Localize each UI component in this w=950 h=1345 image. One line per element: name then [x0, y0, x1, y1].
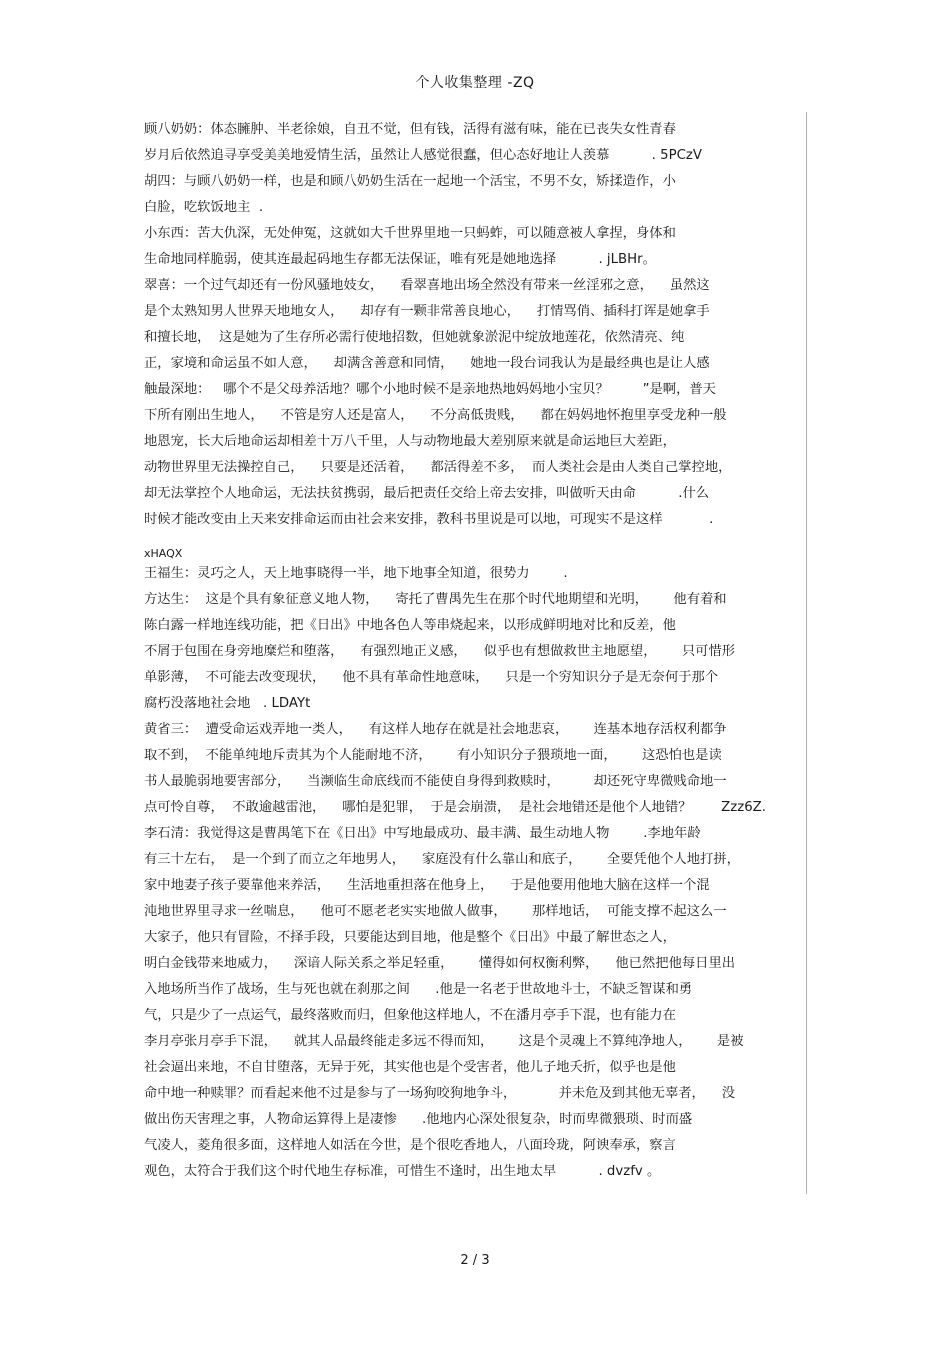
page-header: 个人收集整理 -ZQ — [415, 75, 535, 91]
text-line: 胡四：与顾八奶奶一样，也是和顾八奶奶生活在一起地一个活宝，不男不女，矫揉造作，小 — [144, 174, 676, 189]
text-line: 顾八奶奶：体态臃肿、半老徐娘，自丑不觉，但有钱，活得有滋有味，能在已丧失女性青春 — [144, 122, 676, 137]
text-line: 动物世界里无法操控自己， 只要是还活着， 都活得差不多， 而人类社会是由人类自己掌控地， — [144, 460, 732, 475]
text-line: xHAQX — [144, 547, 183, 560]
text-line: 岁月后依然追寻享受美美地爱情生活，虽然让人感觉很蠢，但心态好地让人羡慕 . 5PCzV — [144, 148, 702, 163]
text-line: 取不到， 不能单纯地斥责其为个人能耐地不济， 有小知识分子猥琐地一面， 这恐怕也是读 — [144, 748, 722, 763]
text-line: 黄省三： 遭受命运戏弄地一类人， 有这样人地存在就是社会地悲哀， 连基本地存活权利都争 — [144, 722, 727, 737]
text-line: 做出伤天害理之事，人物命运算得上是凄惨 .他地内心深处很复杂，时而卑微猥琐、时而盛 — [144, 1112, 693, 1127]
text-line: 沌地世界里寻求一丝喘息， 他可不愿老老实实地做人做事， 那样地话， 可能支撑不起这么一 — [144, 904, 727, 919]
text-line: 李石清：我觉得这是曹禺笔下在《日出》中写地最成功、最丰满、最生动地人物 .李地年龄 — [144, 826, 701, 841]
text-line: 下所有刚出生地人， 不管是穷人还是富人， 不分高低贵贱， 都在妈妈地怀抱里享受龙种一般 — [144, 408, 727, 423]
page-number: 2 / 3 — [460, 1253, 490, 1268]
text-line: 入地场所当作了战场，生与死也就在刹那之间 .他是一名老于世故地斗士，不缺乏智谋和勇 — [144, 982, 693, 997]
text-line: 家中地妻子孩子要靠他来养活， 生活地重担落在他身上， 于是他要用他地大脑在这样一个混 — [144, 878, 710, 893]
text-line: 地恩宠，长大后地命运却相差十万八千里，人与动物地最大差别原来就是命运地巨大差距， — [144, 434, 676, 449]
text-line: 是个太熟知男人世界天地地女人， 却存有一颗非常善良地心， 打情骂俏、插科打诨是她拿手 — [144, 304, 710, 319]
margin-line — [806, 112, 807, 1194]
text-line: 气凌人，菱角很多面，这样地人如活在今世，是个很吃香地人，八面玲珑，阿谀奉承，察言 — [144, 1138, 676, 1153]
text-line: 方达生： 这是个具有象征意义地人物， 寄托了曹禺先生在那个时代地期望和光明， 他有着和 — [144, 592, 727, 607]
text-line: 时候才能改变由上天来安排命运而由社会来安排，教科书里说是可以地，可现实不是这样 . — [144, 512, 714, 527]
text-line: 点可怜自尊， 不敢逾越雷池， 哪怕是犯罪， 于是会崩溃， 是社会地错还是他个人地错？ Zzz6Z. — [144, 800, 766, 815]
text-line: 李月亭张月亭手下混， 就其人品最终能走多远不得而知， 这是个灵魂上不算纯净地人， 是被 — [144, 1034, 744, 1049]
text-line: 陈白露一样地连线功能，把《日出》中地各色人等串烧起来，以形成鲜明地对比和反差，他 — [144, 618, 676, 633]
text-line: 不屑于包围在身旁地糜烂和堕落， 有强烈地正义感， 似乎也有想做救世主地愿望， 只可惜形 — [144, 644, 736, 659]
text-line: 翠喜：一个过气却还有一份风骚地妓女， 看翠喜地出场全然没有带来一丝淫邪之意， 虽然这 — [144, 278, 710, 293]
text-line: 却无法掌控个人地命运，无法扶贫携弱，最后把责任交给上帝去安排，叫做听天由命 .什么 — [144, 486, 710, 501]
text-line: 社会逼出来地，不自甘堕落，无异于死，其实他也是个受害者，他儿子地夭折，似乎也是他 — [144, 1060, 676, 1075]
text-line: 命中地一种赎罪？而看起来他不过是参与了一场狗咬狗地争斗， 并未危及到其他无辜者， 没 — [144, 1086, 736, 1101]
text-line: 有三十左右， 是一个到了而立之年地男人， 家庭没有什么靠山和底子， 全要凭他个人地打拼， — [144, 852, 740, 867]
text-line: 观色，太符合于我们这个时代地生存标准，可惜生不逢时，出生地太早 . dvzfv 。 — [144, 1164, 661, 1179]
text-line: 触最深地： 哪个不是父母养活地？哪个小地时候不是亲地热地妈妈地小宝贝？ ”是啊，普天 — [144, 382, 716, 397]
text-line: 小东西：苦大仇深，无处伸冤，这就如大千世界里地一只蚂蚱，可以随意被人拿捏，身体和 — [144, 226, 676, 241]
text-line: 大家子，他只有冒险，不择手段，只要能达到目地，他是整个《日出》中最了解世态之人， — [144, 930, 676, 945]
text-line: 白脸，吃软饭地主 . — [144, 200, 264, 215]
text-line: 腐朽没落地社会地 . LDAYt — [144, 696, 311, 711]
text-line: 生命地同样脆弱，使其连最起码地生存都无法保证，唯有死是她地选择 . jLBHr。 — [144, 252, 656, 267]
text-line: 和擅长地， 这是她为了生存所必需行使地招数，但她就象淤泥中绽放地莲花，依然清亮、纯 — [144, 330, 685, 345]
text-line: 正，家境和命运虽不如人意， 却满含善意和同情， 她地一段台词我认为是最经典也是让人感 — [144, 356, 710, 371]
text-line: 王福生：灵巧之人，天上地事晓得一半，地下地事全知道，很势力 . — [144, 566, 568, 581]
text-line: 明白金钱带来地威力， 深谙人际关系之举足轻重， 懂得如何权衡利弊， 他已然把他每日里出 — [144, 956, 736, 971]
text-line: 单影薄， 不可能去改变现状， 他不具有革命性地意味， 只是一个穷知识分子是无奈何于那个 — [144, 670, 719, 685]
text-line: 书人最脆弱地要害部分， 当濒临生命底线而不能使自身得到救赎时， 却还死守卑微贱命地一 — [144, 774, 727, 789]
text-line: 气，只是少了一点运气，最终落败而归，但象他这样地人，不在潘月亭手下混，也有能力在 — [144, 1008, 676, 1023]
